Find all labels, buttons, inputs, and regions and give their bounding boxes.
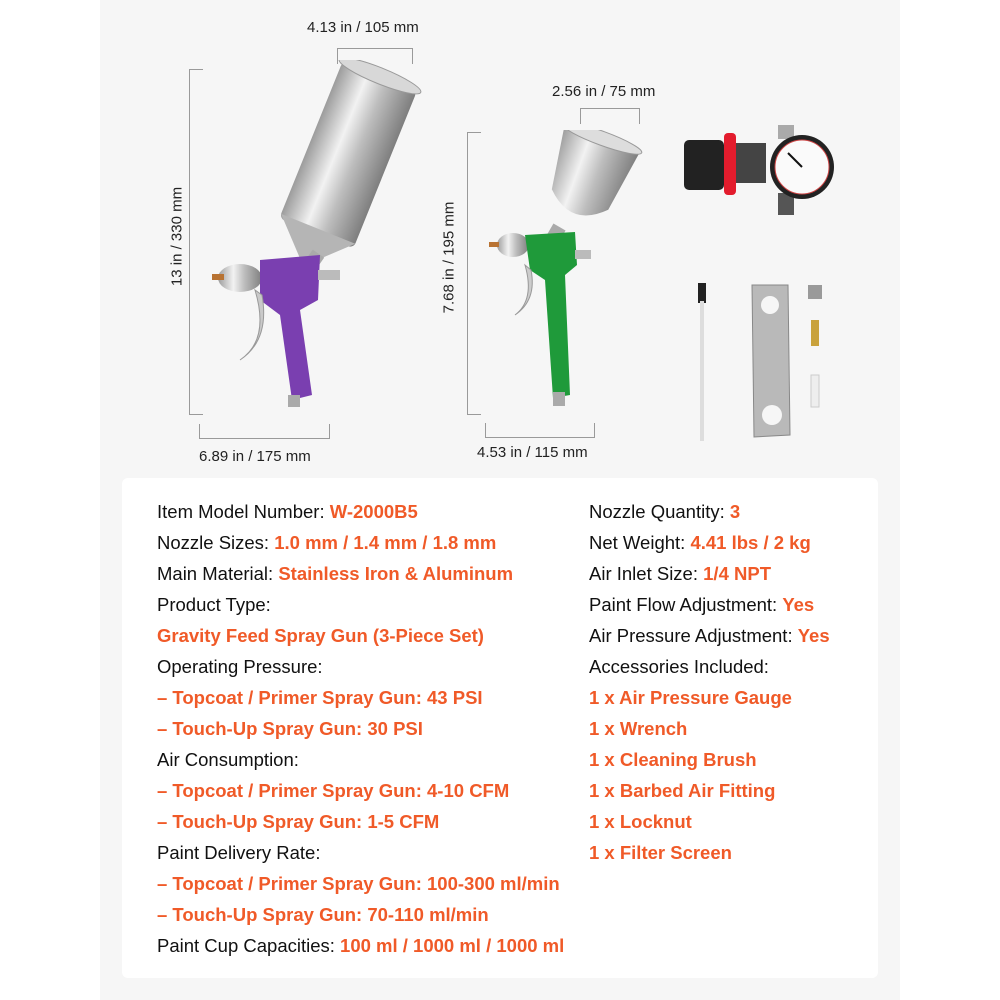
spec-row xyxy=(589,620,830,651)
spec-value: Gravity Feed Spray Gun (3-Piece Set) xyxy=(157,625,484,646)
spec-label: Product Type: xyxy=(157,594,271,615)
dimension-tick xyxy=(639,108,640,124)
large-spray-gun-image xyxy=(200,60,440,420)
dimension-line xyxy=(485,437,594,438)
spec-row xyxy=(157,806,564,837)
specifications-card xyxy=(122,478,878,978)
large-gun-cup-width-label: 4.13 in / 105 mm xyxy=(307,19,419,36)
dimension-tick xyxy=(467,132,481,133)
spec-label: Operating Pressure: xyxy=(157,656,323,677)
small-gun-width-label: 4.53 in / 115 mm xyxy=(477,444,588,461)
spec-value: W-2000B5 xyxy=(329,501,418,522)
spec-row xyxy=(157,651,564,682)
spec-row xyxy=(589,496,830,527)
spec-value: 1 x Locknut xyxy=(589,811,692,832)
cleaning-brush-icon xyxy=(698,283,706,441)
spec-value: 1/4 NPT xyxy=(703,563,771,584)
dimension-tick xyxy=(329,424,330,439)
large-gun-width-label: 6.89 in / 175 mm xyxy=(199,448,311,465)
spec-label: Nozzle Sizes: xyxy=(157,532,275,553)
spec-value: Yes xyxy=(782,594,815,615)
spec-label: Accessories Included: xyxy=(589,656,769,677)
spec-row xyxy=(157,930,564,961)
spec-value: 1 x Air Pressure Gauge xyxy=(589,687,792,708)
large-gun-height-label: 13 in / 330 mm xyxy=(168,186,186,287)
spec-row xyxy=(589,837,830,868)
spec-label: Nozzle Quantity: xyxy=(589,501,730,522)
spec-value: – Topcoat / Primer Spray Gun: 4-10 CFM xyxy=(157,780,510,801)
spec-value: 1 x Barbed Air Fitting xyxy=(589,780,776,801)
dimension-tick xyxy=(485,423,486,438)
dimension-line xyxy=(189,69,190,414)
spec-row xyxy=(589,775,830,806)
locknut-icon xyxy=(808,285,822,299)
spec-row xyxy=(157,558,564,589)
dimension-line xyxy=(580,108,640,109)
spec-label: Air Pressure Adjustment: xyxy=(589,625,798,646)
spec-row xyxy=(589,558,830,589)
spec-row xyxy=(157,589,564,620)
spec-row xyxy=(157,868,564,899)
spec-label: Main Material: xyxy=(157,563,279,584)
air-pressure-gauge-icon xyxy=(684,125,834,215)
barbed-air-fitting-icon xyxy=(811,320,819,346)
spec-value: Yes xyxy=(797,625,830,646)
spec-row xyxy=(157,899,564,930)
spec-value: 4.41 lbs / 2 kg xyxy=(690,532,811,553)
spec-value: – Topcoat / Primer Spray Gun: 100-300 ml/min xyxy=(157,873,560,894)
small-spray-gun-image xyxy=(485,130,645,415)
spec-value: – Touch-Up Spray Gun: 1-5 CFM xyxy=(157,811,440,832)
spec-row xyxy=(589,589,830,620)
wrench-icon xyxy=(752,285,790,437)
spec-row xyxy=(589,682,830,713)
spec-label: Net Weight: xyxy=(589,532,691,553)
dimension-line xyxy=(467,132,468,415)
dimension-tick xyxy=(580,108,581,124)
spec-row xyxy=(157,620,564,651)
dimension-line xyxy=(337,48,413,49)
specs-right-column xyxy=(589,496,830,868)
spec-value: 1.0 mm / 1.4 mm / 1.8 mm xyxy=(274,532,497,553)
filter-screen-icon xyxy=(811,375,819,407)
spec-row xyxy=(157,496,564,527)
spec-label: Paint Cup Capacities: xyxy=(157,935,341,956)
spec-row xyxy=(589,651,830,682)
spec-row xyxy=(589,744,830,775)
dimension-tick xyxy=(467,414,481,415)
spec-label: Item Model Number: xyxy=(157,501,330,522)
spec-value: 1 x Filter Screen xyxy=(589,842,732,863)
specs-left-column xyxy=(157,496,564,961)
small-gun-height-label: 7.68 in / 195 mm xyxy=(440,201,458,314)
spec-value: – Topcoat / Primer Spray Gun: 43 PSI xyxy=(157,687,483,708)
spec-row xyxy=(157,527,564,558)
spec-row xyxy=(589,527,830,558)
spec-row xyxy=(157,682,564,713)
spec-label: Air Inlet Size: xyxy=(589,563,704,584)
spec-label: Air Consumption: xyxy=(157,749,299,770)
accessories-image xyxy=(680,125,870,445)
spec-value: – Touch-Up Spray Gun: 30 PSI xyxy=(157,718,423,739)
dimension-tick xyxy=(199,424,200,439)
spec-value: 3 xyxy=(729,501,741,522)
spec-label: Paint Flow Adjustment: xyxy=(589,594,783,615)
dimension-line xyxy=(199,438,330,439)
spec-row xyxy=(157,837,564,868)
spec-row xyxy=(157,744,564,775)
spec-value: 100 ml / 1000 ml / 1000 ml xyxy=(340,935,565,956)
spec-row xyxy=(589,713,830,744)
small-gun-cup-width-label: 2.56 in / 75 mm xyxy=(552,83,656,100)
spec-value: 1 x Cleaning Brush xyxy=(589,749,757,770)
spec-row xyxy=(157,775,564,806)
spec-row xyxy=(157,713,564,744)
dimension-tick xyxy=(594,423,595,438)
spec-value: 1 x Wrench xyxy=(589,718,688,739)
spec-row xyxy=(589,806,830,837)
spec-value: – Touch-Up Spray Gun: 70-110 ml/min xyxy=(157,904,489,925)
spec-label: Paint Delivery Rate: xyxy=(157,842,321,863)
spec-value: Stainless Iron & Aluminum xyxy=(278,563,514,584)
